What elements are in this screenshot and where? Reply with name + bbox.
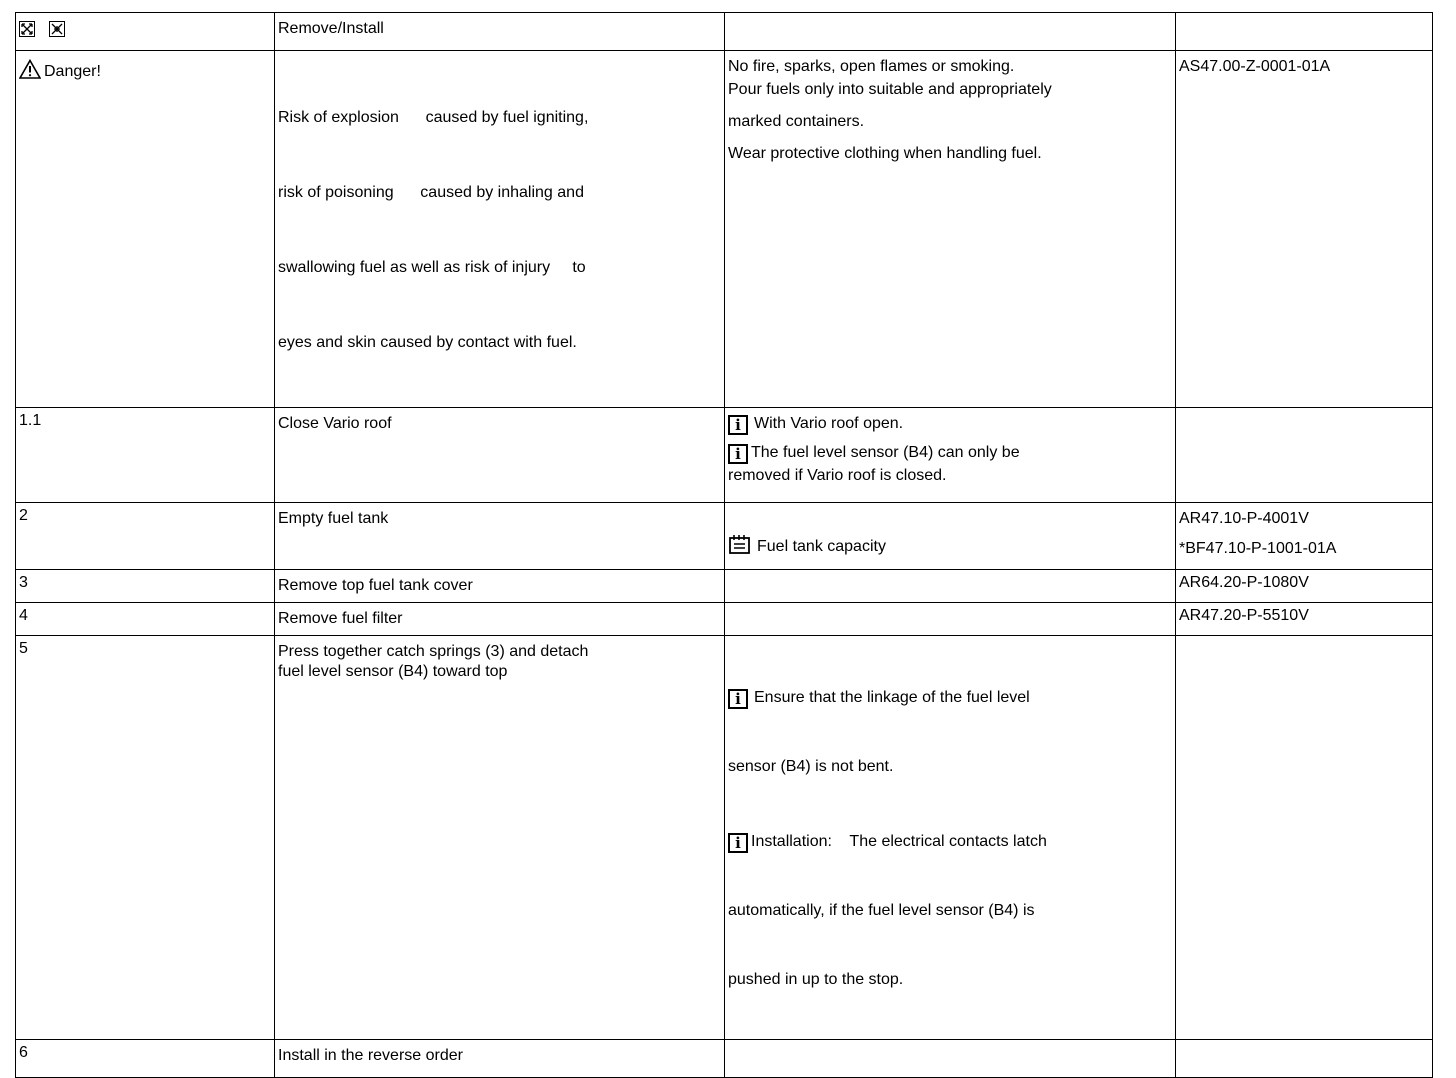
info-icon: i xyxy=(728,415,748,435)
repair-procedure-sheet xyxy=(15,12,1432,1078)
action-line: Press together catch springs (3) and detach xyxy=(278,643,589,660)
measure-line: marked containers. xyxy=(728,113,865,130)
step-number: 5 xyxy=(16,636,275,1040)
step-number: 6 xyxy=(16,1040,275,1078)
note-line: With Vario roof open. xyxy=(754,415,904,432)
table-row xyxy=(16,408,1433,503)
measure-line: No fire, sparks, open flames or smoking. xyxy=(728,58,1015,75)
reference-link[interactable]: AR64.20-P-1080V xyxy=(1176,570,1433,603)
action-line: fuel level sensor (B4) toward top xyxy=(278,663,508,680)
empty-cell xyxy=(1176,1040,1433,1078)
info-icon: i xyxy=(728,444,748,464)
risk-cell xyxy=(275,51,725,408)
table-row xyxy=(16,636,1433,1040)
notes-cell xyxy=(725,636,1176,1040)
empty-cell xyxy=(725,570,1176,603)
info-icon: i xyxy=(728,689,748,709)
note-line: pushed in up to the stop. xyxy=(728,971,904,988)
risk-line: eyes and skin caused by contact with fuel. xyxy=(278,334,577,351)
danger-cell xyxy=(16,51,275,408)
empty-cell xyxy=(725,1040,1176,1078)
empty-cell xyxy=(725,603,1176,636)
table-row xyxy=(16,13,1433,51)
step-number: 2 xyxy=(16,503,275,570)
table-row xyxy=(16,51,1433,408)
step-action: Remove fuel filter xyxy=(275,603,725,636)
table-row xyxy=(16,1040,1433,1078)
risk-line: Risk of explosion caused by fuel igniting, xyxy=(278,109,589,126)
warning-triangle-icon xyxy=(19,59,41,79)
measure-line: Pour fuels only into suitable and appropriately xyxy=(728,81,1052,98)
note-line: sensor (B4) is not bent. xyxy=(728,758,894,775)
reference-link[interactable]: *BF47.10-P-1001-01A xyxy=(1179,540,1337,557)
empty-cell xyxy=(1176,13,1433,51)
step-action: Empty fuel tank xyxy=(275,503,725,570)
header-icons-cell xyxy=(16,13,275,51)
note-line: The fuel level sensor (B4) can only be xyxy=(751,444,1020,461)
reference-cell: AS47.00-Z-0001-01A xyxy=(1176,51,1433,408)
note-line: automatically, if the fuel level sensor (B4) is xyxy=(728,902,1035,919)
step-label: Remove/Install xyxy=(275,13,725,51)
notes-cell xyxy=(725,408,1176,503)
step-number: 4 xyxy=(16,603,275,636)
notes-cell xyxy=(725,503,1176,570)
reference-cell xyxy=(1176,503,1433,570)
step-number: 1.1 xyxy=(16,408,275,503)
note-line: removed if Vario roof is closed. xyxy=(728,467,947,484)
empty-cell xyxy=(1176,408,1433,503)
procedure-table xyxy=(15,12,1433,1078)
info-icon: i xyxy=(728,833,748,853)
danger-label: Danger! xyxy=(44,63,101,80)
note-line: Fuel tank capacity xyxy=(757,538,886,555)
step-action xyxy=(275,636,725,1040)
table-row xyxy=(16,503,1433,570)
note-line: Installation: The electrical contacts latch xyxy=(751,833,1047,850)
table-row xyxy=(16,570,1433,603)
table-row xyxy=(16,603,1433,636)
note-line: Ensure that the linkage of the fuel level xyxy=(754,689,1030,706)
install-icon xyxy=(49,21,65,37)
measure-line: Wear protective clothing when handling fuel. xyxy=(728,145,1042,162)
empty-cell xyxy=(1176,636,1433,1040)
remove-icon xyxy=(19,21,35,37)
measures-cell xyxy=(725,51,1176,408)
reference-link[interactable]: AR47.20-P-5510V xyxy=(1176,603,1433,636)
specification-icon xyxy=(728,533,752,555)
empty-cell xyxy=(725,13,1176,51)
risk-line: risk of poisoning caused by inhaling and xyxy=(278,184,584,201)
step-action: Remove top fuel tank cover xyxy=(275,570,725,603)
step-action: Install in the reverse order xyxy=(275,1040,725,1078)
risk-line: swallowing fuel as well as risk of injury to xyxy=(278,259,586,276)
reference-link[interactable]: AR47.10-P-4001V xyxy=(1179,510,1309,527)
step-number: 3 xyxy=(16,570,275,603)
step-action: Close Vario roof xyxy=(275,408,725,503)
